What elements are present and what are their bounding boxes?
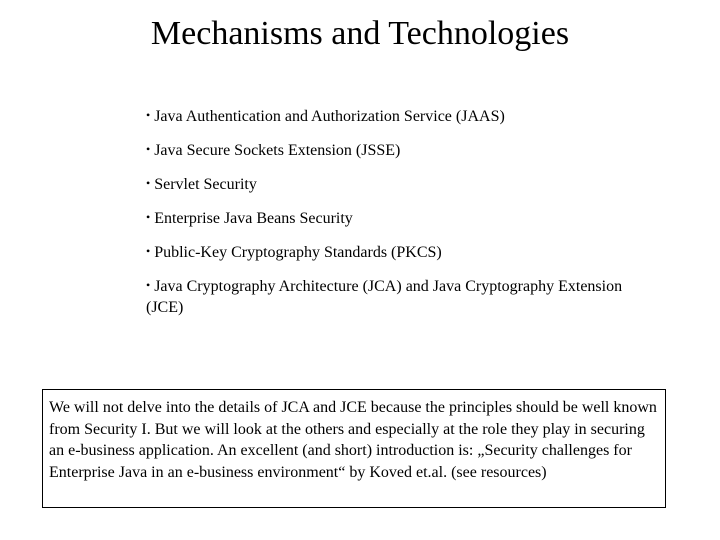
- slide-title: Mechanisms and Technologies: [150, 15, 570, 52]
- bullet-icon: •: [146, 210, 151, 224]
- bullet-icon: •: [146, 176, 151, 190]
- bullet-text: Java Cryptography Architecture (JCA) and Java Cryptography Extension (JCE): [146, 278, 623, 316]
- bullet-item-pkcs: [146, 241, 626, 263]
- bullet-icon: •: [146, 108, 151, 122]
- bullet-icon: •: [146, 278, 151, 292]
- bullet-text: Java Authentication and Authorization Service (JAAS): [154, 108, 505, 125]
- bullet-item-jsse: [146, 139, 626, 161]
- bullet-icon: •: [146, 244, 151, 258]
- bullet-list: [146, 105, 626, 330]
- bullet-item-jaas: [146, 105, 626, 127]
- bullet-text: Public-Key Cryptography Standards (PKCS): [154, 244, 442, 261]
- bullet-item-ejb-security: [146, 207, 626, 229]
- bullet-item-jca-jce: [146, 275, 626, 318]
- bullet-icon: •: [146, 142, 151, 156]
- note-box: We will not delve into the details of JCA and JCE because the principles should be well known from Security I. But we will look at the others and especially at the role they play in securing an e-business application. An excellent (and short) introduction is: „Security challenges for Enterprise Java in an e-business environment“ by Koved et.al. (see resources): [42, 389, 666, 508]
- bullet-text: Servlet Security: [154, 176, 257, 193]
- bullet-text: Enterprise Java Beans Security: [154, 210, 353, 227]
- bullet-item-servlet-security: [146, 173, 626, 195]
- bullet-text: Java Secure Sockets Extension (JSSE): [154, 142, 401, 159]
